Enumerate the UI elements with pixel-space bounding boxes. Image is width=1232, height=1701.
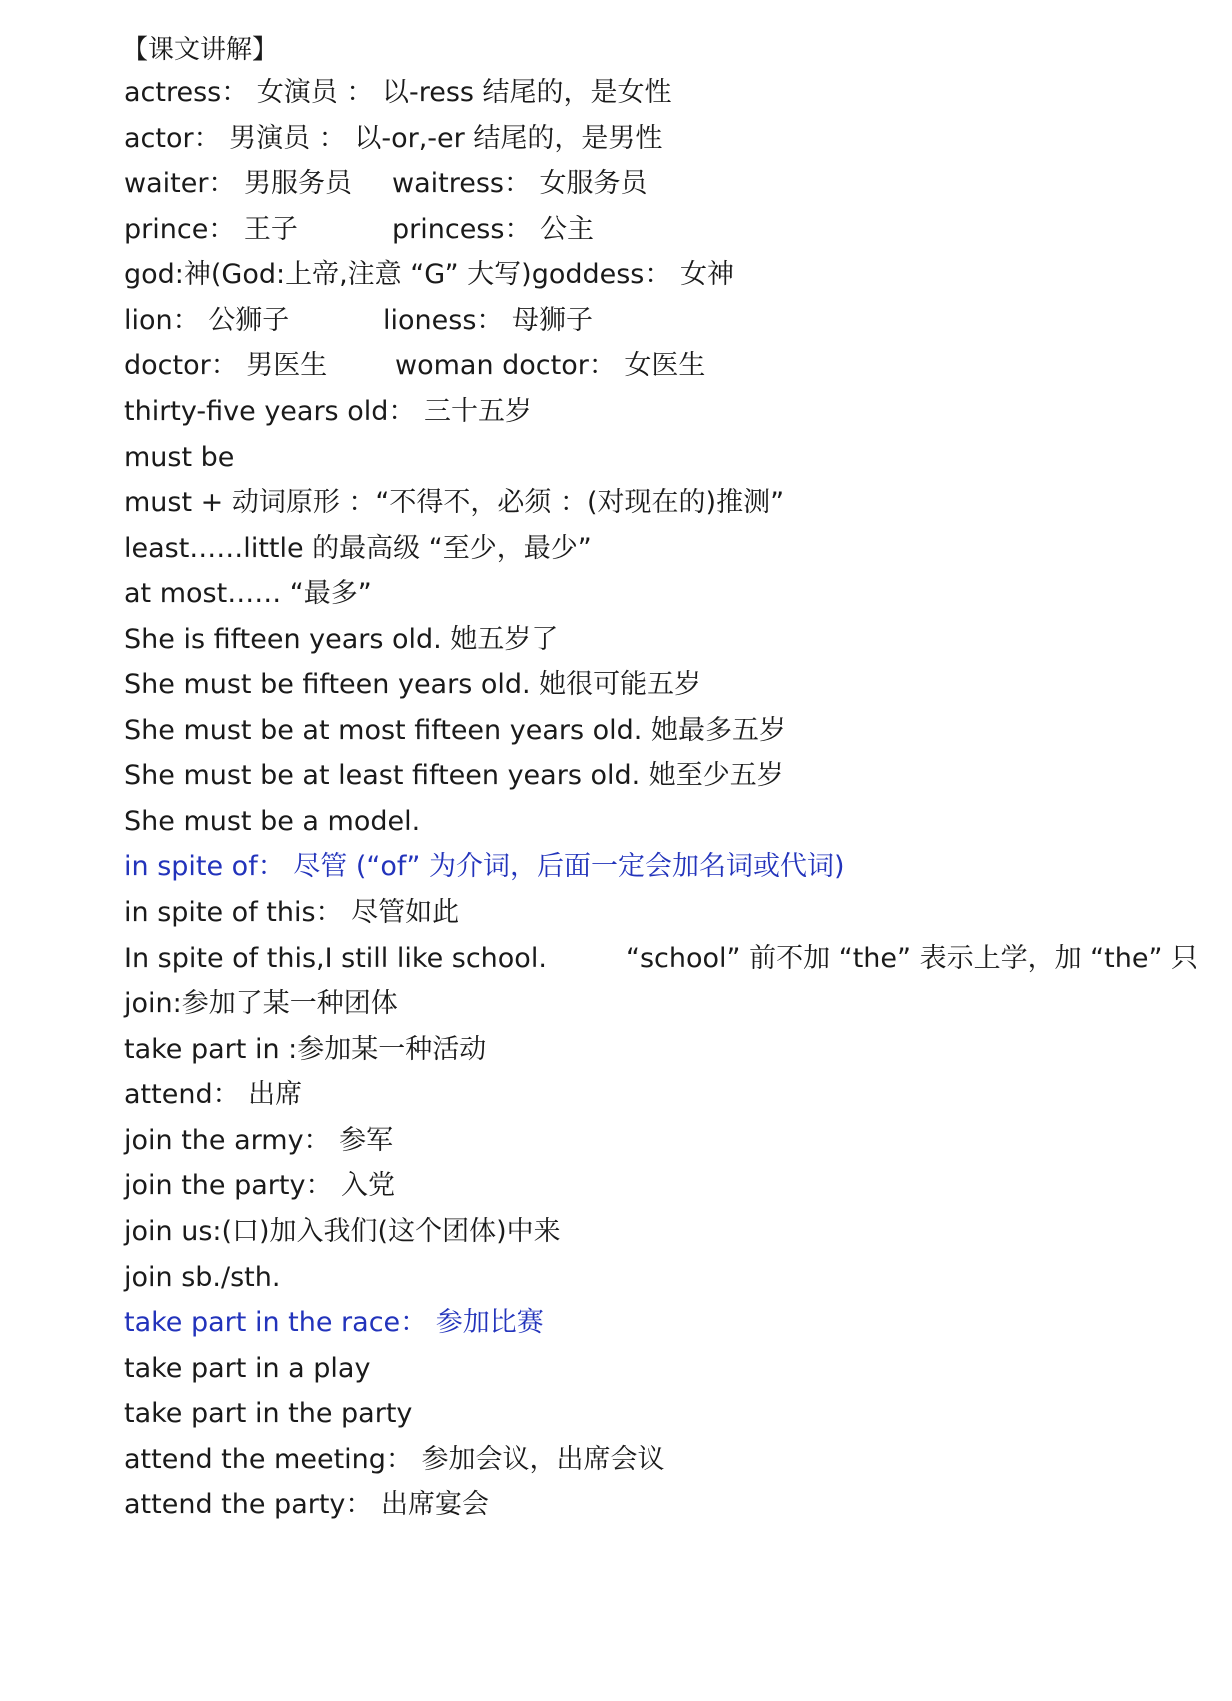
text-line: least……little 的最高级 “至少，最少” [124,533,592,564]
text-line: must be [124,442,235,473]
text-segment: princess： 公主 [392,214,595,245]
text-line: She must be a model. [124,806,421,837]
text-segment: prince： 王子 [124,214,298,245]
text-segment: In spite of this,I still like school. [124,943,547,974]
text-line: join us:(口)加入我们(这个团体)中来 [124,1216,561,1247]
text-line: at most…… “最多” [124,578,372,609]
text-segment: woman doctor： 女医生 [395,350,706,381]
text-line: attend the meeting： 参加会议，出席会议 [124,1444,665,1475]
text-line: She must be at least fifteen years old. 她至少五岁 [124,760,784,791]
text-segment: lion： 公狮子 [124,305,290,336]
text-line-highlighted: in spite of： 尽管 (“of” 为介词，后面一定会加名词或代词) [124,851,845,882]
text-line: join the army： 参军 [124,1125,394,1156]
text-segment: doctor： 男医生 [124,350,328,381]
text-line-highlighted: take part in the race： 参加比赛 [124,1307,544,1338]
text-line: in spite of this： 尽管如此 [124,897,460,928]
text-line: She must be at most fifteen years old. 她最多五岁 [124,715,786,746]
text-line: attend： 出席 [124,1079,303,1110]
text-segment: lioness： 母狮子 [383,305,593,336]
text-line: join sb./sth. [124,1262,281,1293]
text-line: must + 动词原形 ：“不得不，必须 ：(对现在的)推测” [124,487,785,518]
text-line: actor： 男演员 ： 以-or,-er 结尾的，是男性 [124,123,663,154]
text-line: take part in :参加某一种活动 [124,1034,487,1065]
text-segment: waitress： 女服务员 [392,168,648,199]
text-segment: “school” 前不加 “the” 表示上学，加 “the” 只 [626,943,1199,974]
text-line: attend the party： 出席宴会 [124,1489,489,1520]
text-line: god:神(God:上帝,注意 “G” 大写)goddess： 女神 [124,259,734,290]
text-segment: waiter： 男服务员 [124,168,353,199]
text-line: take part in the party [124,1398,413,1429]
text-line: take part in a play [124,1353,371,1384]
text-line: join the party： 入党 [124,1170,396,1201]
text-line: thirty-five years old： 三十五岁 [124,396,532,427]
text-line: She must be fifteen years old. 她很可能五岁 [124,669,702,700]
text-line: join:参加了某一种团体 [124,988,398,1019]
text-line: She is fifteen years old. 她五岁了 [124,624,559,655]
text-line: actress： 女演员 ： 以-ress 结尾的，是女性 [124,77,672,108]
section-heading: 【课文讲解】 [122,35,279,65]
